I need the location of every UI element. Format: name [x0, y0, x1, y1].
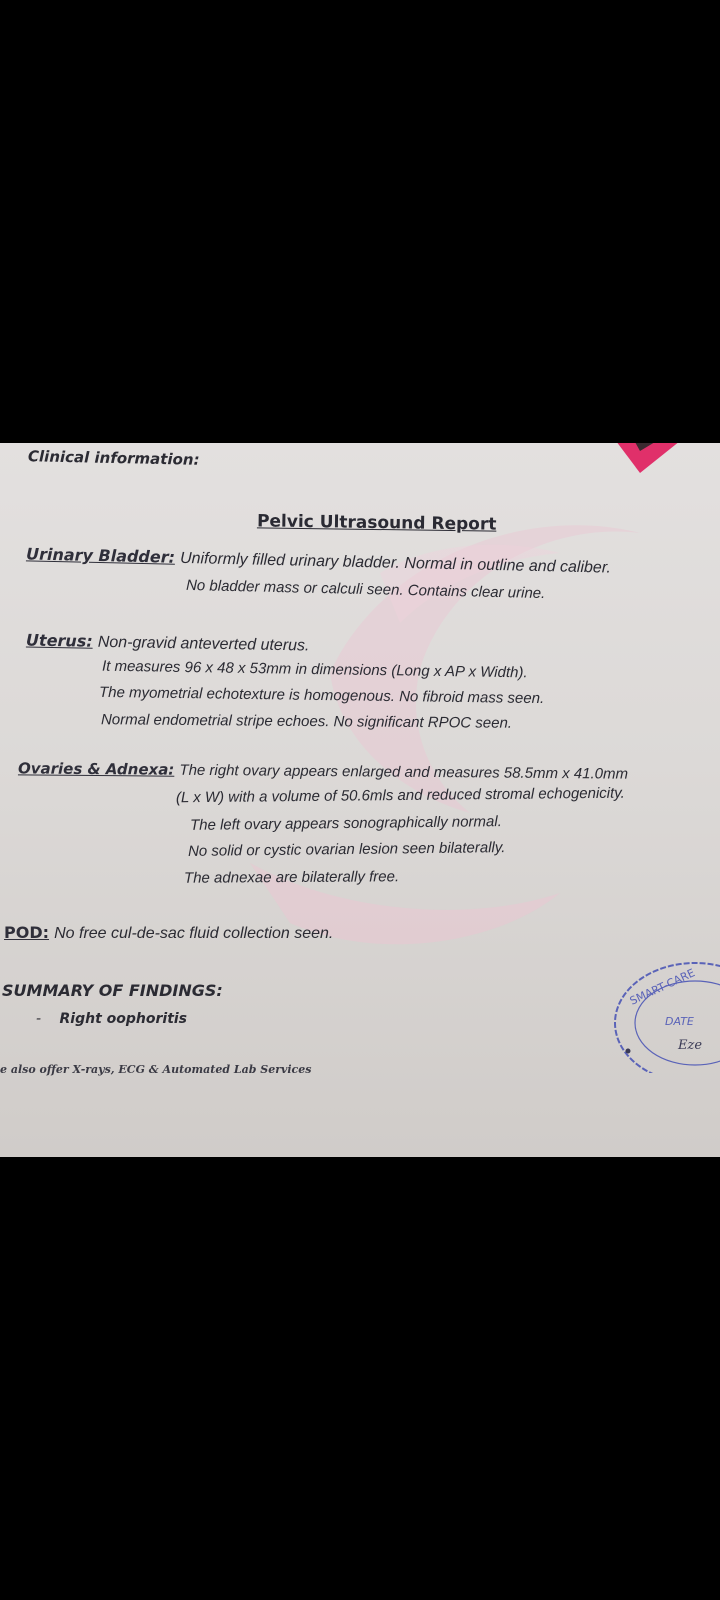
ovaries-line-5: The adnexae are bilaterally free. — [183, 868, 400, 887]
summary-bullet: - — [36, 1011, 42, 1027]
urinary-bladder-line-2: No bladder mass or calculi seen. Contains clear urine. — [185, 576, 546, 603]
report-title: Pelvic Ultrasound Report — [256, 511, 497, 535]
ovaries-adnexa-label: Ovaries & Adnexa: — [17, 759, 175, 779]
stamp-text-mid: DATE — [665, 1015, 694, 1028]
corner-logo-icon — [610, 443, 690, 483]
ovaries-line-3: The left ovary appears sonographically normal. — [189, 813, 502, 834]
uterus-line-3: The myometrial echotexture is homogenous. No fibroid mass seen. — [98, 683, 545, 708]
report-photo — [0, 443, 720, 1157]
uterus-label: Uterus: — [25, 630, 93, 651]
pod-section — [4, 923, 333, 943]
urinary-bladder-label: Urinary Bladder: — [25, 544, 176, 567]
uterus-line-2: It measures 96 x 48 x 53mm in dimensions (Long x AP x Width). — [101, 657, 528, 682]
clinic-stamp — [610, 953, 720, 1073]
stamp-signature: Eze — [678, 1038, 703, 1053]
summary-item-row — [36, 1011, 187, 1027]
ovaries-line-4: No solid or cystic ovarian lesion seen bilaterally. — [187, 839, 506, 860]
pod-line-1: No free cul-de-sac fluid collection seen. — [54, 925, 334, 942]
summary-item: Right oophoritis — [59, 1011, 188, 1027]
ovaries-line-1: The right ovary appears enlarged and measures 58.5mm x 41.0mm — [179, 761, 629, 783]
footer-services-text: e also offer X-rays, ECG & Automated Lab Services — [0, 1063, 312, 1076]
urinary-bladder-line-1: Uniformly filled urinary bladder. Normal in outline and caliber. — [179, 549, 612, 577]
summary-label: SUMMARY OF FINDINGS: — [2, 981, 223, 1000]
uterus-line-4: Normal endometrial stripe echoes. No significant RPOC seen. — [100, 711, 513, 732]
stamp-text-top: SMART-CARE — [627, 966, 698, 1008]
clinical-information-label: Clinical information: — [27, 447, 200, 469]
pod-label: POD: — [4, 923, 50, 942]
ovaries-line-2: (L x W) with a volume of 50.6mls and reduced stromal echogenicity. — [175, 784, 625, 807]
uterus-line-1: Non-gravid anteverted uterus. — [97, 633, 310, 655]
